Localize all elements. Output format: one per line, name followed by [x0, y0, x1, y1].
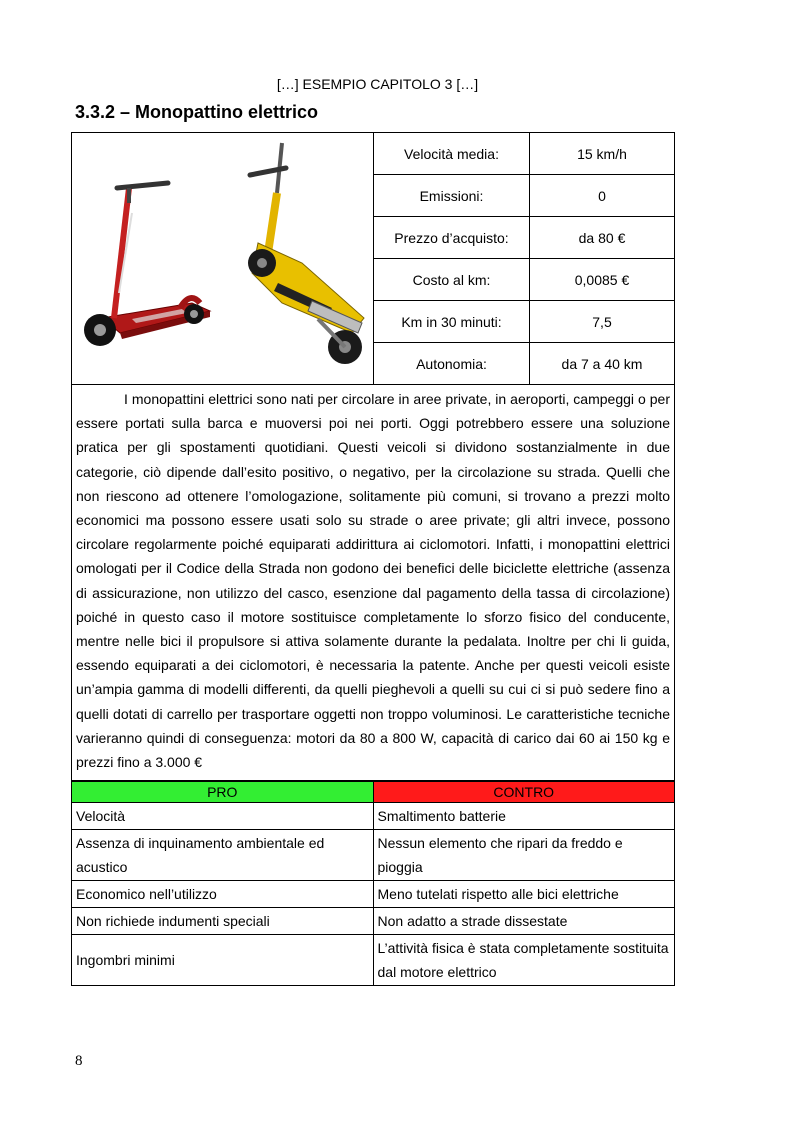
contro-header: CONTRO [373, 782, 674, 803]
pro-contro-table [72, 781, 674, 985]
table-row [72, 881, 674, 908]
spec-row [374, 343, 674, 384]
contro-cell: Non adatto a strade dissestate [373, 908, 674, 935]
scooter-images [72, 133, 374, 384]
page-number: 8 [75, 1053, 83, 1069]
body-paragraph [72, 385, 674, 781]
contro-cell: Meno tutelati rispetto alle bici elettriche [373, 881, 674, 908]
spec-label: Velocità media: [374, 133, 530, 174]
top-row [72, 133, 674, 385]
pro-header: PRO [72, 782, 373, 803]
section-title: 3.3.2 – Monopattino elettrico [75, 102, 319, 122]
spec-value: 0 [598, 187, 606, 204]
table-row [72, 935, 674, 986]
table-row [72, 830, 674, 881]
scooter-yellow-image [72, 133, 372, 383]
table-row [72, 908, 674, 935]
spec-label: Prezzo d’acquisto: [374, 217, 530, 258]
spec-table [374, 133, 674, 384]
contro-cell: Smaltimento batterie [373, 803, 674, 830]
pro-cell: Ingombri minimi [72, 935, 373, 986]
spec-value: da 7 a 40 km [561, 355, 643, 372]
spec-label: Km in 30 minuti: [374, 301, 530, 342]
spec-label: Autonomia: [374, 343, 530, 384]
spec-row [374, 301, 674, 343]
content-table [71, 132, 675, 986]
spec-value: 7,5 [592, 313, 612, 330]
spec-row [374, 175, 674, 217]
spec-label: Costo al km: [374, 259, 530, 300]
spec-value: 15 km/h [577, 145, 627, 162]
pro-cell: Economico nell’utilizzo [72, 881, 373, 908]
pro-contro-header-row [72, 782, 674, 803]
spec-row [374, 133, 674, 175]
contro-cell: Nessun elemento che ripari da freddo e pioggia [373, 830, 674, 881]
spec-label: Emissioni: [374, 175, 530, 216]
contro-cell: L’attività fisica è stata completamente sostituita dal motore elettrico [373, 935, 674, 986]
spec-value: da 80 € [578, 229, 626, 246]
chapter-header: […] ESEMPIO CAPITOLO 3 […] [276, 76, 479, 92]
spec-value: 0,0085 € [574, 271, 630, 288]
body-text: I monopattini elettrici sono nati per circolare in aree private, in aeroporti, campeggi o per essere portati sulla barca e muoversi poi nei porti. Oggi potrebbero essere una soluzione pratica per gli spostamenti quotidiani. Questi veicoli si dividono sostanzialmente in due categorie, ciò dipende dall’esito positivo, o negativo, per la circolazione su strada. Quelli che non riescono ad ottenere l’omologazione, solitamente più comuni, si trovano a prezzi molto economici ma possono essere usati solo su strade o aree private; gli altri invece, possono circolare regolarmente poiché equiparati addirittura ai ciclomotori. Infatti, i monopattini elettrici omologati per il Codice della Strada non godono dei benefici delle biciclette elettriche (assenza di assicurazione, non utilizzo del casco, esenzione dal pagamento della tassa di circolazione) poiché in questo caso il motore sostituisce completamente lo sforzo fisico del conducente, mentre nelle bici il propulsore si attiva solamente durante la pedalata. Inoltre per chi li guida, essendo equiparati a dei ciclomotori, è necessaria la patente. Anche per questi veicoli esiste un’ampia gamma di modelli differenti, da quelli pieghevoli a quelli su cui ci si può sedere fino a quelli dotati di carrello per trasportare oggetti non troppo voluminosi. Le caratteristiche tecniche varieranno quindi di conseguenza: motori da 80 a 800 W, capacità di carico dai 60 ai 150 kg e prezzi fino a 3.000 € [76, 391, 670, 771]
spec-row [374, 259, 674, 301]
table-row [72, 803, 674, 830]
pro-cell: Assenza di inquinamento ambientale ed acustico [72, 830, 373, 881]
spec-row [374, 217, 674, 259]
pro-cell: Non richiede indumenti speciali [72, 908, 373, 935]
pro-cell: Velocità [72, 803, 373, 830]
